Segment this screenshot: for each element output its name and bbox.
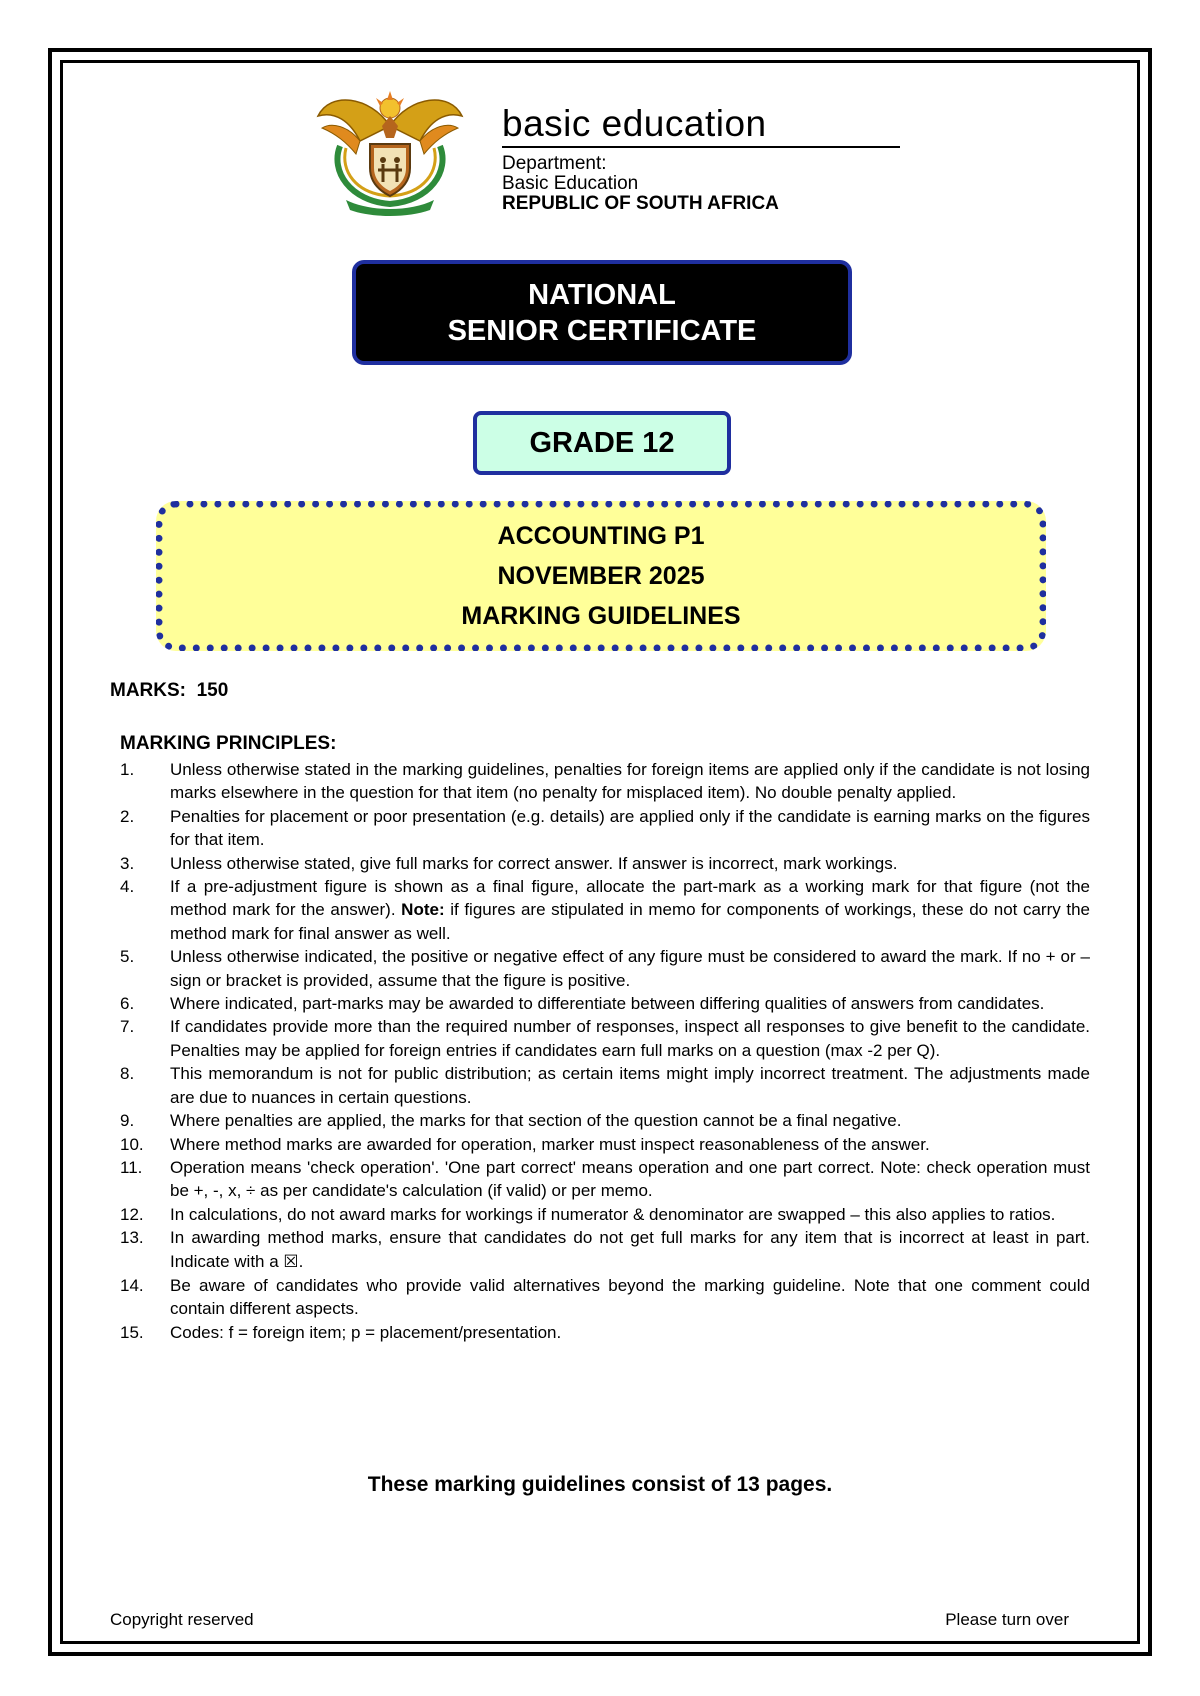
list-item: [120, 1062, 1090, 1109]
item-number: 3.: [120, 853, 135, 873]
footer-turn-over: Please turn over: [945, 1610, 1069, 1629]
item-number: 11.: [120, 1157, 143, 1177]
list-item: [120, 945, 1090, 992]
item-text: Where method marks are awarded for operation, marker must inspect reasonableness of the answer.: [170, 1134, 930, 1154]
list-item: [120, 1321, 1090, 1344]
item-number: 6.: [120, 994, 135, 1014]
marking-principles: [120, 733, 1090, 1344]
item-number: 9.: [120, 1111, 135, 1131]
subject-session: NOVEMBER 2025: [497, 562, 705, 590]
principles-list: [120, 758, 1090, 1344]
item-number: 14.: [120, 1275, 144, 1295]
total-marks: [110, 680, 228, 702]
footer-copyright: Copyright reserved: [110, 1610, 254, 1629]
subject-paper: ACCOUNTING P1: [497, 522, 705, 550]
item-number: 10.: [120, 1134, 144, 1154]
item-number: 1.: [120, 760, 135, 779]
page-count-note: These marking guidelines consist of 13 pages.: [367, 1473, 833, 1496]
list-item: [120, 1109, 1090, 1132]
department-label: Department:: [502, 153, 607, 174]
item-number: 5.: [120, 947, 135, 967]
certificate-line-2: SENIOR CERTIFICATE: [447, 314, 757, 347]
list-item: [120, 1203, 1090, 1226]
list-item: [120, 875, 1090, 945]
list-item: [120, 1015, 1090, 1062]
item-text: .: [298, 1251, 304, 1271]
item-text: This memorandum is not for public distribution; as certain items might imply incorrect treatment. The adjustments made are due to nuances in certain questions.: [170, 1064, 1090, 1107]
crossed-box-icon: ☒: [283, 1251, 299, 1272]
country-name: REPUBLIC OF SOUTH AFRICA: [502, 193, 779, 214]
item-number: 13.: [120, 1228, 144, 1248]
item-number: 15.: [120, 1322, 144, 1342]
marks-value: 150: [196, 680, 229, 701]
item-number: 4.: [120, 877, 135, 897]
department-header: [310, 86, 900, 216]
list-item: [120, 992, 1090, 1015]
list-item: [120, 758, 1090, 805]
list-item: [120, 805, 1090, 852]
certificate-title-box: [352, 260, 852, 365]
item-text: Operation means 'check operation'. 'One part correct' means operation and one part correct. Note: check operation must be +, -, x, ÷ as per candidate's calculation (if valid) or per memo.: [170, 1157, 1090, 1201]
department-name: Basic Education: [502, 173, 639, 194]
principles-heading: MARKING PRINCIPLES:: [120, 733, 337, 754]
brand-underline: [502, 146, 900, 148]
item-text: Unless otherwise indicated, the positive or negative effect of any figure must be considered to award the mark. If no + or – sign or bracket is provided, assume that the figure is positive.: [170, 947, 1090, 990]
item-text: Be aware of candidates who provide valid alternatives beyond the marking guideline. Note that one comment could contain different aspects.: [170, 1275, 1090, 1319]
item-number: 8.: [120, 1064, 135, 1084]
subject-box: [156, 501, 1046, 651]
item-text: In awarding method marks, ensure that candidates do not get full marks for any item that is incorrect at least in part. Indicate with a: [170, 1228, 1090, 1271]
item-text: Unless otherwise stated in the marking guidelines, penalties for foreign items are applied only if the candidate is not losing marks elsewhere in the question for that item (no penalty for misplaced item). No double penalty applied.: [170, 760, 1090, 803]
item-number: 12.: [120, 1204, 144, 1224]
marks-label: MARKS:: [110, 680, 186, 701]
grade-box: GRADE 12: [473, 411, 731, 475]
department-branding: [502, 104, 900, 214]
item-text: Codes: f = foreign item; p = placement/presentation.: [170, 1322, 562, 1342]
list-item: [120, 852, 1090, 875]
item-text: If a pre-adjustment figure is shown as a final figure, allocate the part-mark as a working mark for that figure (not the method mark for the answer).: [170, 877, 1090, 920]
list-item: [120, 1226, 1090, 1274]
item-text: Unless otherwise stated, give full marks for correct answer. If answer is incorrect, mark workings.: [170, 853, 898, 873]
item-text: Penalties for placement or poor presentation (e.g. details) are applied only if the candidate is earning marks on the figures for that item.: [170, 806, 1090, 850]
item-number: 7.: [120, 1017, 135, 1037]
subject-doc-type: MARKING GUIDELINES: [461, 602, 741, 630]
brand-title: basic education: [502, 103, 767, 144]
item-text: Where indicated, part-marks may be awarded to differentiate between differing qualities of answers from candidates.: [170, 994, 1045, 1014]
item-text: Where penalties are applied, the marks for that section of the question cannot be a final negative.: [170, 1111, 902, 1131]
item-text: if figures are stipulated in memo for components of workings, these do not carry the method mark for final answer as well.: [170, 900, 1090, 943]
note-label: Note:: [401, 900, 445, 920]
item-text: In calculations, do not award marks for workings if numerator & denominator are swapped – this also applies to ratios.: [170, 1204, 1056, 1224]
item-number: 2.: [120, 806, 135, 826]
certificate-line-1: NATIONAL: [528, 278, 676, 311]
list-item: [120, 1156, 1090, 1203]
item-text: If candidates provide more than the required number of responses, inspect all responses to give benefit to the candidate. Penalties may be applied for foreign entries if candidates earn full marks on a question (max -2 per Q).: [170, 1017, 1090, 1060]
coat-of-arms-icon: [310, 86, 470, 216]
list-item: [120, 1133, 1090, 1156]
list-item: [120, 1274, 1090, 1321]
